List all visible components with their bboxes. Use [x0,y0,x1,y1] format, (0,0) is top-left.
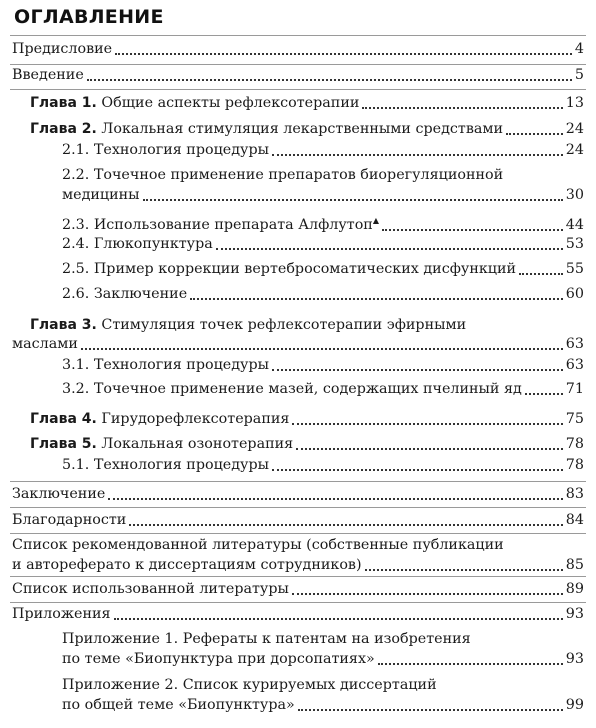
chapter-label: Глава 3. [30,317,97,333]
dot-leader [292,593,563,595]
toc-page-number: 13 [565,95,584,111]
toc-entry-preface[interactable] [12,40,584,59]
toc-page-number: 78 [565,436,584,452]
dot-leader [272,469,563,471]
toc-page-number: 63 [565,357,584,373]
toc-entry-text: Локальная озонотерапия [101,436,294,452]
dot-leader [378,663,563,665]
toc-entry-text: Введение [12,67,84,83]
divider [10,507,586,508]
toc-page-number: 24 [565,121,584,137]
toc-page-number: 30 [565,187,584,203]
divider [10,64,586,65]
chapter-label: Глава 1. [30,95,97,111]
toc-entry-2-5[interactable] [62,260,584,279]
toc-entry-chapter-2[interactable] [30,120,584,139]
toc-entry-text: Общие аспекты рефлексотерапии [101,95,360,111]
toc-page-number: 93 [565,606,584,622]
toc-page-number: 71 [565,381,584,397]
toc-entry-text-line2: по теме «Биопунктура при дорсопатиях» [62,651,375,667]
toc-page-number: 63 [565,336,584,352]
toc-entry-text-line1: Приложение 1. Рефераты к патентам на изобретения [62,631,471,647]
dot-leader [272,369,563,371]
toc-entry-2-4[interactable] [62,235,584,254]
dot-leader [382,229,563,231]
toc-page-number: 93 [565,651,584,667]
toc-entry-conclusion[interactable] [12,485,584,504]
dot-leader [216,248,563,250]
toc-page-number: 24 [565,142,584,158]
toc-entry-text-line2: по общей теме «Биопунктура» [62,697,295,713]
toc-entry-text: 2.6. Заключение [62,286,188,302]
dot-leader [81,348,563,350]
toc-page-number: 85 [565,557,584,573]
toc-page-number: 44 [565,217,584,233]
toc-entry-3-2[interactable] [62,380,584,399]
chapter-label: Глава 2. [30,121,97,137]
dot-leader [87,79,572,81]
dot-leader [108,498,562,500]
dot-leader [292,423,562,425]
toc-entry-text: Заключение [12,486,106,502]
toc-page-number: 89 [565,581,584,597]
toc-entry-text: Стимуляция точек рефлексотерапии эфирными [101,317,467,333]
toc-entry-chapter-3-line1 [30,316,466,335]
toc-entry-text-line1: 2.2. Точечное применение препаратов биорегуляционной [62,167,504,183]
toc-entry-chapter-5[interactable] [30,435,584,454]
toc-entry-intro[interactable] [12,66,584,85]
toc-page-number: 78 [565,457,584,473]
toc-entry-text: Предисловие [12,41,113,57]
toc-entry-text: Гирудорефлексотерапия [101,411,290,427]
toc-entry-text: 2.4. Глюкопунктура [62,236,213,252]
toc-entry-text: 2.3. Использование препарата Алфлутоп [62,217,373,233]
divider [10,481,586,482]
toc-page-number: 60 [565,286,584,302]
toc-entry-2-3[interactable] [62,211,584,235]
toc-entry-2-6[interactable] [62,285,584,304]
toc-entry-text: 3.2. Точечное применение мазей, содержащих пчелиный яд [62,381,522,397]
toc-entry-appendix-1[interactable] [62,650,584,669]
toc-entry-appendices[interactable] [12,605,584,624]
divider [10,602,586,603]
toc-entry-recommended-literature[interactable] [12,556,584,575]
toc-page-number: 99 [565,697,584,713]
toc-entry-chapter-3[interactable] [12,335,584,354]
registered-mark-icon: ▲ [372,216,379,225]
toc-entry-appendix-2[interactable] [62,696,584,715]
toc-entry-text: Локальная стимуляция лекарственными средствами [101,121,504,137]
dot-leader [506,133,563,135]
toc-page-number: 5 [574,67,584,83]
page-title: ОГЛАВЛЕНИЕ [14,6,164,28]
toc-entry-text: 5.1. Технология процедуры [62,457,269,473]
toc-entry-text: 2.5. Пример коррекции вертебросоматических дисфункций [62,261,517,277]
toc-entry-text-line2: и автореферато к диссертациям сотрудников) [12,557,362,573]
dot-leader [272,154,563,156]
toc-entry-text: Приложения [12,606,111,622]
toc-entry-text: 2.1. Технология процедуры [62,142,269,158]
toc-entry-2-1[interactable] [62,141,584,160]
toc-page-number: 84 [565,512,584,528]
divider [10,533,586,534]
toc-entry-text: 3.1. Технология процедуры [62,357,269,373]
dot-leader [362,107,562,109]
dot-leader [296,448,563,450]
dot-leader [190,298,563,300]
toc-entry-text-line2: медицины [62,187,140,203]
toc-entry-used-literature[interactable] [12,580,584,599]
toc-entry-text: Список использованной литературы [12,581,289,597]
toc-entry-chapter-4[interactable] [30,410,584,429]
dot-leader [525,393,563,395]
dot-leader [298,709,563,711]
toc-entry-5-1[interactable] [62,456,584,475]
toc-page-number: 55 [565,261,584,277]
toc-entry-text: Благодарности [12,512,127,528]
divider [10,35,586,36]
toc-page-number: 4 [574,41,584,57]
toc-entry-text-line2: маслами [12,336,78,352]
dot-leader [365,569,563,571]
toc-entry-chapter-1[interactable] [30,94,584,113]
toc-page-number: 75 [565,411,584,427]
toc-entry-thanks[interactable] [12,511,584,530]
toc-page-number: 83 [565,486,584,502]
chapter-label: Глава 4. [30,411,97,427]
toc-entry-3-1[interactable] [62,356,584,375]
dot-leader [519,273,563,275]
toc-entry-text-line1: Приложение 2. Список курируемых диссертаций [62,677,437,693]
divider [10,89,586,90]
chapter-label: Глава 5. [30,436,97,452]
toc-entry-text-line1: Список рекомендованной литературы (собственные публикации [12,537,504,553]
divider [10,576,586,577]
toc-page-number: 53 [565,236,584,252]
toc-entry-2-2[interactable] [62,186,584,205]
dot-leader [114,618,563,620]
dot-leader [143,199,563,201]
dot-leader [115,53,572,55]
dot-leader [129,524,563,526]
